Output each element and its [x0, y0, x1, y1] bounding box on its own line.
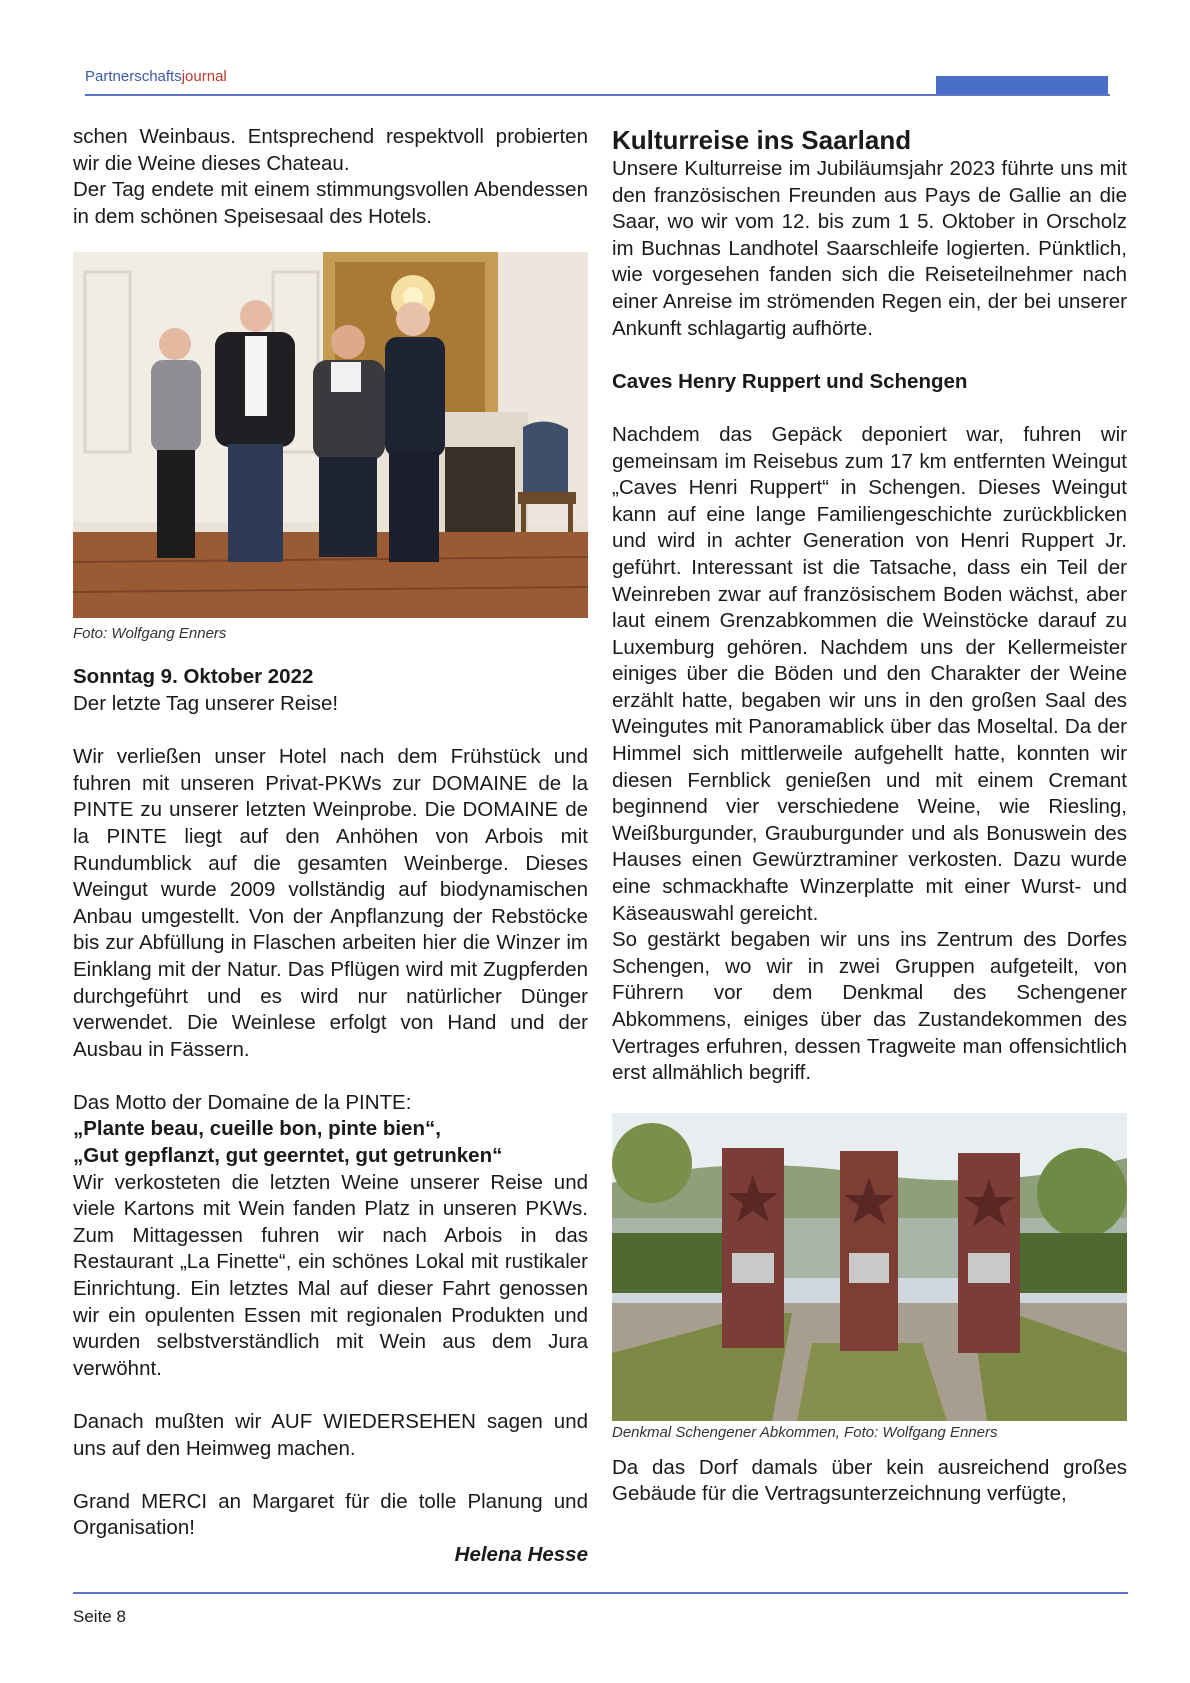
section-subheading: Caves Henry Ruppert und Schengen: [612, 369, 968, 393]
author-signature: Helena Hesse: [454, 1542, 588, 1566]
monument-photo: [612, 1113, 1127, 1421]
header-rule: [85, 94, 1110, 96]
farewell-paragraph: Danach mußten wir AUF WIEDERSEHEN sagen und uns auf den Heimweg machen.: [73, 1410, 588, 1460]
domaine-paragraph: Wir verließen unser Hotel nach dem Frühstück und fuhren mit unseren Privat-PKWs zur DOMAINE de la PINTE zu unserer letzten Weinprobe. Die DOMAINE de la PINTE liegt auf den Anhöhen von Arbois mit Rundumblick auf die gesamten Weinberge. Dieses Weingut wurde 2009 vollständig auf biodynamischen Anbau umgestellt. Von der Anpflanzung der Rebstöcke bis zur Abfüllung in Flaschen arbeiten hier die Winzer im Einklang mit der Natur. Das Pflügen wird mit Zugpferden durchgeführt und es wird nur natürlicher Dünger verwendet. Die Weinlese erfolgt von Hand und der Ausbau in Fässern.: [73, 745, 588, 1061]
day-heading: Sonntag 9. Oktober 2022: [73, 665, 314, 689]
closing-paragraph: Da das Dorf damals über kein ausreichend großes Gebäude für die Vertragsunterzeichnung verfügte,: [612, 1455, 1127, 1506]
journal-title-part2: journal: [181, 68, 227, 85]
page-number: Seite 8: [73, 1607, 126, 1626]
tasting-paragraph: Wir verkosteten die letzten Weine unserer Reise und viele Kartons mit Wein fanden Platz in unseren PKWs. Zum Mittagessen fuhren wir nach Arbois in das Restaurant „La Finette“, ein schönes Lokal mit rustikaler Einrichtung. Ein letztes Mal auf dieser Fahrt genossen wir ein opulenten Essen mit regionalen Produkten und wurden selbstverständlich mit Wein aus dem Jura verwöhnt.: [73, 1170, 588, 1380]
group-photo: [73, 252, 588, 618]
intro-paragraph-1: schen Weinbaus. Entsprechend respektvoll probierten wir die Weine dieses Chateau.: [73, 125, 588, 175]
thanks-paragraph: Grand MERCI an Margaret für die tolle Planung und Organisation!: [73, 1489, 588, 1540]
intro-saarland-paragraph: Unsere Kulturreise im Jubiläumsjahr 2023 führte uns mit den französischen Freunden aus Pays de Gallie an die Saar, wo wir vom 12. bis zum 1 5. Oktober in Orscholz im Buchnas Landhotel Saarschleife logierten. Pünktlich, wie vorgesehen fanden sich die Reiseteilnehmer nach einer Anreise im strömenden Regen ein, der bei unserer Ankunft schlagartig aufhörte.: [612, 157, 1127, 340]
ruppert-paragraph: Nachdem das Gepäck deponiert war, fuhren wir gemeinsam im Reisebus zum 17 km entfernten Weingut „Caves Henri Ruppert“ in Schengen. Dieses Weingut kann auf eine lange Familiengeschichte zurückblicken und wird in achter Generation von Henri Ruppert Jr. geführt. Interessant ist die Tatsache, dass ein Teil der Weinreben zwar auf französischem Boden wächst, aber laut einem Grenzabkommen die Weinstöcke darauf zu Luxemburg gehören. Nachdem uns der Kellermeister einiges über die Böden und den Charakter der Weine erzählt hatte, begaben wir uns in den großen Saal des Weingutes mit Panoramablick über das Moseltal. Da der Himmel sich mittlerweile aufgehellt hatte, konnten wir diesen Fernblick genießen und mit einem Cremant beginnend vier verschiedene Weine, wie Riesling, Weißburgunder, Grauburgunder und als Bonuswein des Hauses einen Gewürztraminer verkosten. Dazu wurde eine schmackhafte Winzerplatte mit einer Wurst- und Käseauswahl gereicht.: [612, 422, 1127, 925]
right-column: [612, 124, 1127, 1508]
motto-german: „Gut gepflanzt, gut geerntet, gut getrunken“: [73, 1144, 503, 1168]
intro-paragraph-2: Der Tag endete mit einem stimmungsvollen Abendessen in dem schönen Speisesaal des Hotels.: [73, 178, 588, 228]
group-photo-caption: Foto: Wolfgang Enners: [73, 625, 227, 643]
motto-intro: Das Motto der Domaine de la PINTE:: [73, 1090, 412, 1114]
article-title: Kulturreise ins Saarland: [612, 125, 912, 155]
header-accent-bar: [936, 76, 1108, 96]
journal-title-part1: Partnerschafts: [85, 68, 182, 85]
left-column: [73, 124, 588, 1569]
motto-french: „Plante beau, cueille bon, pinte bien“,: [73, 1117, 441, 1141]
footer-rule: [73, 1592, 1128, 1594]
monument-photo-caption: Denkmal Schengener Abkommen, Foto: Wolfgang Enners: [612, 1423, 998, 1441]
schengen-paragraph: So gestärkt begaben wir uns ins Zentrum des Dorfes Schengen, wo wir in zwei Gruppen aufgeteilt, von Führern vor dem Denkmal des Schengener Abkommens, einiges über das Zustandekommen des Vertrages erfuhren, dessen Tragweite man offensichtlich erst allmählich begriff.: [612, 928, 1127, 1085]
journal-title: [85, 68, 227, 85]
day-subtitle: Der letzte Tag unserer Reise!: [73, 691, 339, 715]
